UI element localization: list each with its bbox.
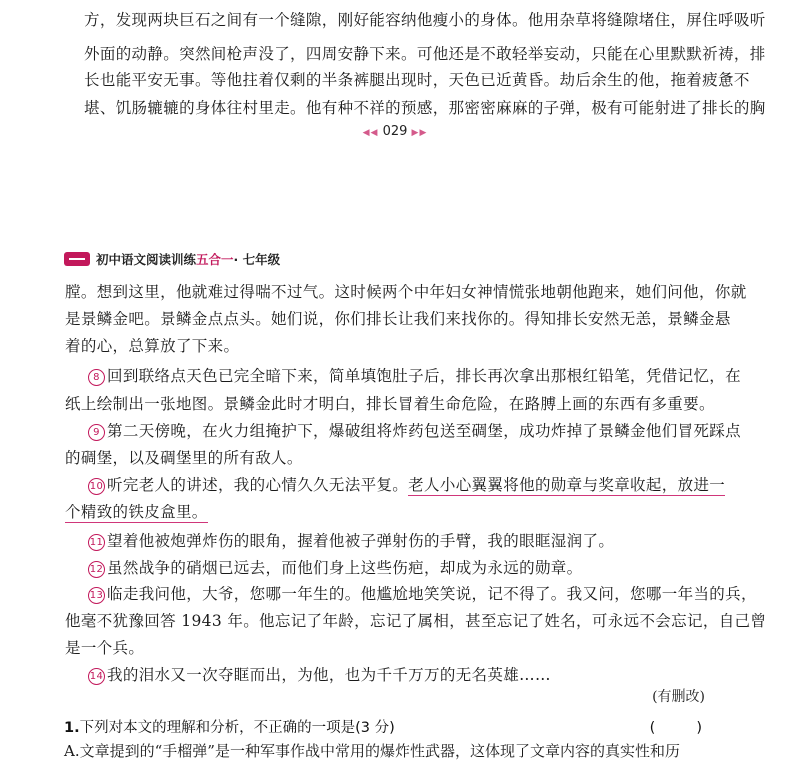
paragraph-number-badge: 8	[88, 369, 105, 386]
paragraph-number-badge: 13	[88, 587, 105, 604]
question-1	[64, 716, 706, 737]
underlined-sentence: 个精致的铁皮盒里。	[65, 503, 208, 521]
text-line: 外面的动静。突然间枪声没了，四周安静下来。可他还是不敢轻举妄动，只能在心里默默祈祷，排	[84, 45, 766, 63]
text-line: 方，发现两块巨石之间有一个缝隙，刚好能容纳他瘦小的身体。他用杂草将缝隙堵住，屏住呼吸听	[84, 11, 766, 29]
paragraph-text: 回到联络点天色已完全暗下来，简单填饱肚子后，排长再次拿出那根红铅笔，凭借记忆，在	[107, 367, 742, 385]
source-note: (有删改)	[652, 689, 705, 705]
paragraph-14	[88, 663, 551, 685]
page-number-ornament-right: ▶▶	[411, 128, 428, 138]
paragraph-number-badge: 14	[88, 668, 105, 685]
question-text: 下列对本文的理解和分析，不正确的一项是(3 分)	[79, 720, 395, 736]
text-line: 长也能平安无事。等他拄着仅剩的半条裤腿出现时，天色已近黄昏。劫后余生的他，拖着疲惫不	[84, 71, 750, 89]
text-line: 膛。想到这里，他就难过得喘不过气。这时候两个中年妇女神情慌张地朝他跑来，她们问他，你就	[65, 283, 747, 301]
question-number: 1.	[64, 720, 80, 736]
paragraph-text: 第二天傍晚，在火力组掩护下，爆破组将炸药包送至碉堡，成功炸掉了景鳞金他们冒死踩点	[107, 422, 742, 440]
page-number	[0, 124, 790, 139]
paragraph-number-badge: 9	[88, 424, 105, 441]
underlined-sentence: 老人小心翼翼将他的勋章与奖章收起，放进一	[408, 476, 726, 494]
answer-bracket[interactable]: ( )	[649, 720, 706, 736]
paragraph-8	[88, 364, 741, 386]
text-line: 是一个兵。	[65, 639, 145, 657]
grade-label: · 七年级	[233, 252, 281, 267]
running-header	[64, 248, 280, 270]
paragraph-13	[88, 582, 757, 604]
option-a: A.文章提到的“手榴弹”是一种军事作战中常用的爆炸性武器，这体现了文章内容的真实性和历	[64, 742, 680, 760]
paragraph-11	[88, 529, 614, 551]
text-line: 的碉堡，以及碉堡里的所有敌人。	[65, 449, 303, 467]
paragraph-text: 望着他被炮弹炸伤的眼角，握着他被子弹射伤的手臂，我的眼眶湿润了。	[107, 532, 615, 550]
book-title: 初中语文阅读训练	[96, 252, 197, 267]
text-line	[65, 500, 208, 522]
paragraph-text: 听完老人的讲述，我的心情久久无法平复。	[107, 476, 409, 494]
series-name: 五合一	[196, 252, 234, 267]
paragraph-12	[88, 556, 583, 578]
page-number-text: 029	[382, 124, 408, 139]
text-line: 着的心，总算放了下来。	[65, 337, 240, 355]
page-number-ornament-left: ◀◀	[362, 128, 379, 138]
text-line: 他毫不犹豫回答 1943 年。他忘记了年龄，忘记了属相，甚至忘记了姓名，可永远不会忘记，自己曾	[65, 612, 767, 630]
text-line: 纸上绘制出一张地图。景鳞金此时才明白，排长冒着生命危险，在路膊上画的东西有多重要。	[65, 395, 715, 413]
paragraph-text: 临走我问他，大爷，您哪一年生的。他尴尬地笑笑说，记不得了。我又问，您哪一年当的兵，	[107, 585, 757, 603]
paragraph-number-badge: 10	[88, 478, 105, 495]
text-line: 堪、饥肠辘辘的身体往村里走。他有种不祥的预感，那密密麻麻的子弹，极有可能射进了排长的胸	[84, 99, 766, 117]
text-line: 是景鳞金吧。景鳞金点点头。她们说，你们排长让我们来找你的。得知排长安然无恙，景鳞金悬	[65, 310, 731, 328]
paragraph-10	[88, 473, 725, 495]
paragraph-number-badge: 11	[88, 534, 105, 551]
paragraph-text: 我的泪水又一次夺眶而出，为他，也为千千万万的无名英雄……	[107, 666, 551, 684]
book-logo-icon	[64, 252, 90, 266]
paragraph-text: 虽然战争的硝烟已远去，而他们身上这些伤疤，却成为永远的勋章。	[107, 559, 583, 577]
paragraph-9	[88, 419, 741, 441]
paragraph-number-badge: 12	[88, 561, 105, 578]
